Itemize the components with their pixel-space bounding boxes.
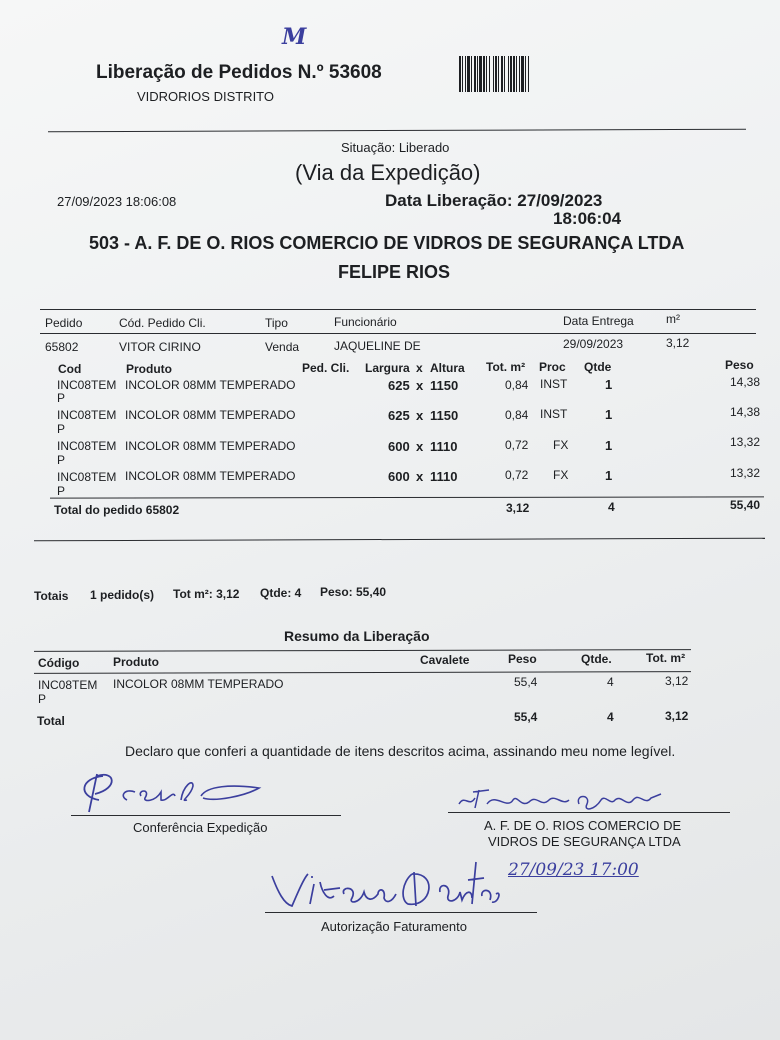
- item-cod: INC08TEM: [57, 439, 117, 453]
- items-col-qtde: Qtde: [584, 360, 612, 374]
- item-produto: INCOLOR 08MM TEMPERADO: [125, 408, 296, 422]
- timestamp: 27/09/2023 18:06:08: [57, 194, 177, 209]
- barcode-bar: [513, 56, 515, 92]
- item-altura: 1110: [430, 469, 458, 484]
- item-altura: 1150: [430, 378, 459, 393]
- barcode-bar: [489, 56, 490, 92]
- resumo-col-totm2: Tot. m²: [646, 651, 686, 665]
- totals-qtde: Qtde: 4: [260, 586, 302, 600]
- resumo-peso: 55,4: [514, 675, 538, 689]
- barcode-bar: [516, 56, 517, 92]
- signature-conferencia: [75, 766, 275, 816]
- page-title: Liberação de Pedidos N.º 53608: [96, 62, 382, 83]
- barcode-bar: [474, 56, 476, 92]
- resumo-codigo-suffix: P: [38, 692, 47, 706]
- item-x: x: [416, 378, 424, 393]
- resumo-qtde: 4: [607, 675, 614, 689]
- item-x: x: [416, 439, 424, 454]
- col-funcionario: Funcionário: [334, 315, 397, 329]
- item-cod: INC08TEM: [57, 470, 117, 484]
- order-data-entrega: 29/09/2023: [563, 337, 624, 351]
- barcode-bar: [508, 56, 509, 92]
- item-cod-suffix: P: [57, 391, 66, 405]
- item-largura: 600: [388, 439, 410, 454]
- col-tipo: Tipo: [265, 316, 288, 330]
- order-cod-cli: VITOR CIRINO: [119, 340, 201, 354]
- order-tipo: Venda: [265, 340, 300, 354]
- item-produto: INCOLOR 08MM TEMPERADO: [125, 439, 296, 453]
- divider-top: [48, 129, 746, 132]
- items-col-proc: Proc: [539, 360, 566, 374]
- signature-line-empresa: [448, 812, 730, 813]
- declaration-text: Declaro que conferi a quantidade de itens descritos acima, assinando meu nome legível.: [125, 743, 676, 759]
- barcode-bar: [483, 56, 485, 92]
- divider-order-top: [40, 309, 756, 310]
- barcode-bar: [459, 56, 461, 92]
- item-qtde: 1: [605, 438, 613, 453]
- order-total-m2: 3,12: [506, 501, 530, 515]
- item-cod: INC08TEM: [57, 378, 117, 392]
- item-totm2: 0,84: [505, 378, 529, 392]
- signature-date: 27/09/23 17:00: [508, 860, 639, 880]
- items-col-produto: Produto: [126, 362, 172, 376]
- divider-order-total: [50, 496, 764, 498]
- col-m2: m²: [666, 312, 680, 326]
- resumo-col-peso: Peso: [508, 652, 537, 666]
- client-name: 503 - A. F. DE O. RIOS COMERCIO DE VIDROS DE SEGURANÇA LTDA: [89, 233, 685, 253]
- item-totm2: 0,84: [505, 408, 529, 422]
- totals-m2: Tot m²: 3,12: [173, 587, 240, 601]
- resumo-col-cavalete: Cavalete: [420, 653, 470, 667]
- resumo-produto: INCOLOR 08MM TEMPERADO: [113, 677, 284, 691]
- col-cod-pedido-cli: Cód. Pedido Cli.: [119, 316, 206, 330]
- order-pedido: 65802: [45, 340, 79, 354]
- company-name: VIDRORIOS DISTRITO: [137, 89, 274, 104]
- initial-mark: M: [282, 24, 307, 50]
- item-peso: 14,38: [730, 375, 761, 389]
- order-m2: 3,12: [666, 336, 690, 350]
- order-funcionario: JAQUELINE DE: [334, 339, 421, 353]
- via-text: (Via da Expedição): [295, 160, 481, 185]
- resumo-col-produto: Produto: [113, 655, 159, 669]
- item-x: x: [416, 408, 424, 423]
- item-totm2: 0,72: [505, 468, 529, 482]
- item-altura: 1150: [430, 408, 459, 423]
- signature-autorizacao: [262, 852, 502, 916]
- item-produto: INCOLOR 08MM TEMPERADO: [125, 469, 296, 483]
- totals-label: Totais: [34, 589, 69, 603]
- items-col-cod: Cod: [58, 362, 82, 376]
- item-peso: 13,32: [730, 466, 761, 480]
- barcode-bar: [477, 56, 478, 92]
- barcode-bar: [521, 56, 524, 92]
- barcode-bar: [528, 56, 529, 92]
- data-liberacao-hora: 18:06:04: [553, 209, 622, 228]
- resumo-total-totm2: 3,12: [665, 709, 689, 723]
- item-peso: 14,38: [730, 405, 761, 419]
- divider-order-mid: [40, 333, 756, 334]
- resumo-totm2: 3,12: [665, 674, 689, 688]
- resumo-total-peso: 55,4: [514, 710, 538, 724]
- resumo-total-label: Total: [37, 714, 65, 728]
- col-pedido: Pedido: [45, 316, 83, 330]
- item-proc: INST: [540, 407, 568, 421]
- item-qtde: 1: [605, 377, 613, 392]
- situacao-text: Situação: Liberado: [341, 140, 450, 155]
- resumo-col-codigo: Código: [38, 656, 80, 670]
- resumo-codigo: INC08TEM: [38, 678, 98, 692]
- barcode: [459, 56, 583, 92]
- totals-peso: Peso: 55,40: [320, 585, 387, 599]
- barcode-bar: [493, 56, 494, 92]
- item-peso: 13,32: [730, 435, 761, 449]
- order-total-qtde: 4: [608, 500, 615, 514]
- items-col-peso: Peso: [725, 358, 754, 372]
- barcode-bar: [479, 56, 482, 92]
- divider-resumo-mid: [34, 671, 691, 674]
- resumo-total-qtde: 4: [607, 710, 614, 724]
- signature-line-conferencia: [71, 815, 341, 816]
- client-contact: FELIPE RIOS: [338, 262, 451, 282]
- barcode-bar: [501, 56, 503, 92]
- barcode-bar: [486, 56, 487, 92]
- barcode-bar: [495, 56, 497, 92]
- item-proc: INST: [540, 377, 568, 391]
- barcode-bar: [465, 56, 466, 92]
- item-x: x: [416, 469, 424, 484]
- label-conferencia: Conferência Expedição: [133, 820, 268, 835]
- barcode-bar: [471, 56, 472, 92]
- items-col-altura: Altura: [430, 361, 465, 375]
- signature-empresa: [455, 782, 675, 816]
- item-largura: 625: [388, 378, 410, 393]
- item-largura: 625: [388, 408, 410, 423]
- barcode-bar: [519, 56, 520, 92]
- item-cod-suffix: P: [57, 453, 66, 467]
- item-cod: INC08TEM: [57, 408, 117, 422]
- data-liberacao: Data Liberação: 27/09/2023: [385, 191, 603, 210]
- items-col-pedcli: Ped. Cli.: [302, 361, 350, 375]
- item-proc: FX: [553, 468, 569, 482]
- divider-order-bottom: [34, 538, 765, 542]
- items-col-totm2: Tot. m²: [486, 360, 526, 374]
- resumo-col-qtde: Qtde.: [581, 652, 612, 666]
- order-total-label: Total do pedido 65802: [54, 503, 180, 517]
- items-col-x: x: [416, 361, 423, 375]
- barcode-bar: [467, 56, 470, 92]
- item-largura: 600: [388, 469, 410, 484]
- resumo-title: Resumo da Liberação: [284, 628, 430, 644]
- barcode-bar: [525, 56, 526, 92]
- item-altura: 1110: [430, 439, 458, 454]
- totals-pedidos: 1 pedido(s): [90, 588, 155, 602]
- item-proc: FX: [553, 438, 569, 452]
- item-qtde: 1: [605, 468, 613, 483]
- items-col-largura: Largura: [365, 361, 410, 375]
- item-produto: INCOLOR 08MM TEMPERADO: [125, 378, 296, 392]
- col-data-entrega: Data Entrega: [563, 314, 634, 328]
- item-totm2: 0,72: [505, 438, 529, 452]
- label-empresa-line1: A. F. DE O. RIOS COMERCIO DE: [484, 818, 682, 833]
- item-cod-suffix: P: [57, 422, 66, 436]
- barcode-bar: [504, 56, 505, 92]
- barcode-bar: [462, 56, 463, 92]
- barcode-bar: [498, 56, 499, 92]
- barcode-bar: [510, 56, 512, 92]
- signature-line-autorizacao: [265, 912, 537, 913]
- label-empresa-line2: VIDROS DE SEGURANÇA LTDA: [488, 834, 681, 849]
- item-cod-suffix: P: [57, 484, 66, 498]
- label-autorizacao: Autorização Faturamento: [321, 919, 467, 934]
- order-total-peso: 55,40: [730, 498, 761, 512]
- item-qtde: 1: [605, 407, 613, 422]
